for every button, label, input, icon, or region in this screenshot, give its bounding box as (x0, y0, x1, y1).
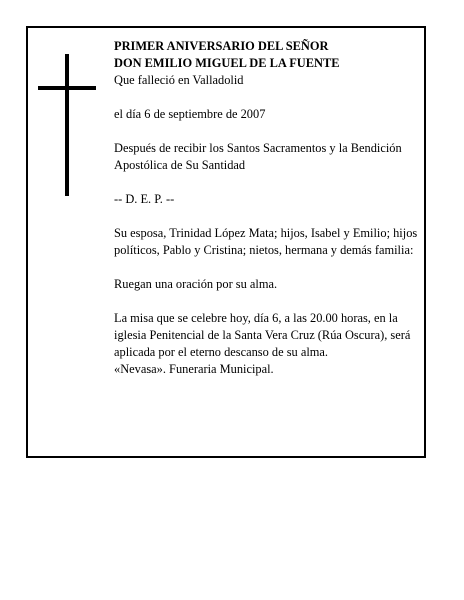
rip-text: -- D. E. P. -- (114, 192, 175, 206)
death-place: Que falleció en Valladolid (114, 73, 244, 87)
cross-vertical-bar (65, 54, 69, 196)
funeral-home: «Nevasa». Funeraria Municipal. (114, 362, 274, 376)
cross-horizontal-bar (38, 86, 96, 90)
death-date: el día 6 de septiembre de 2007 (114, 107, 266, 121)
family-text: Su esposa, Trinidad López Mata; hijos, Isabel y Emilio; hijos políticos, Pablo y Cristina; nietos, hermana y demás familia: (114, 226, 418, 257)
sacraments-text: Después de recibir los Santos Sacramentos y la Bendición Apostólica de Su Santidad (114, 141, 402, 172)
prayer-request: Ruegan una oración por su alma. (114, 277, 278, 291)
heading-line-1: PRIMER ANIVERSARIO DEL SEÑOR (114, 39, 329, 53)
heading-line-2: DON EMILIO MIGUEL DE LA FUENTE (114, 56, 340, 70)
mass-details: La misa que se celebre hoy, día 6, a las 20.00 horas, en la iglesia Penitencial de la Santa Vera Cruz (Rúa Oscura), será aplicada por el eterno descanso de su alma. (114, 311, 411, 359)
cross-icon (38, 54, 96, 196)
obituary-text (114, 38, 422, 378)
